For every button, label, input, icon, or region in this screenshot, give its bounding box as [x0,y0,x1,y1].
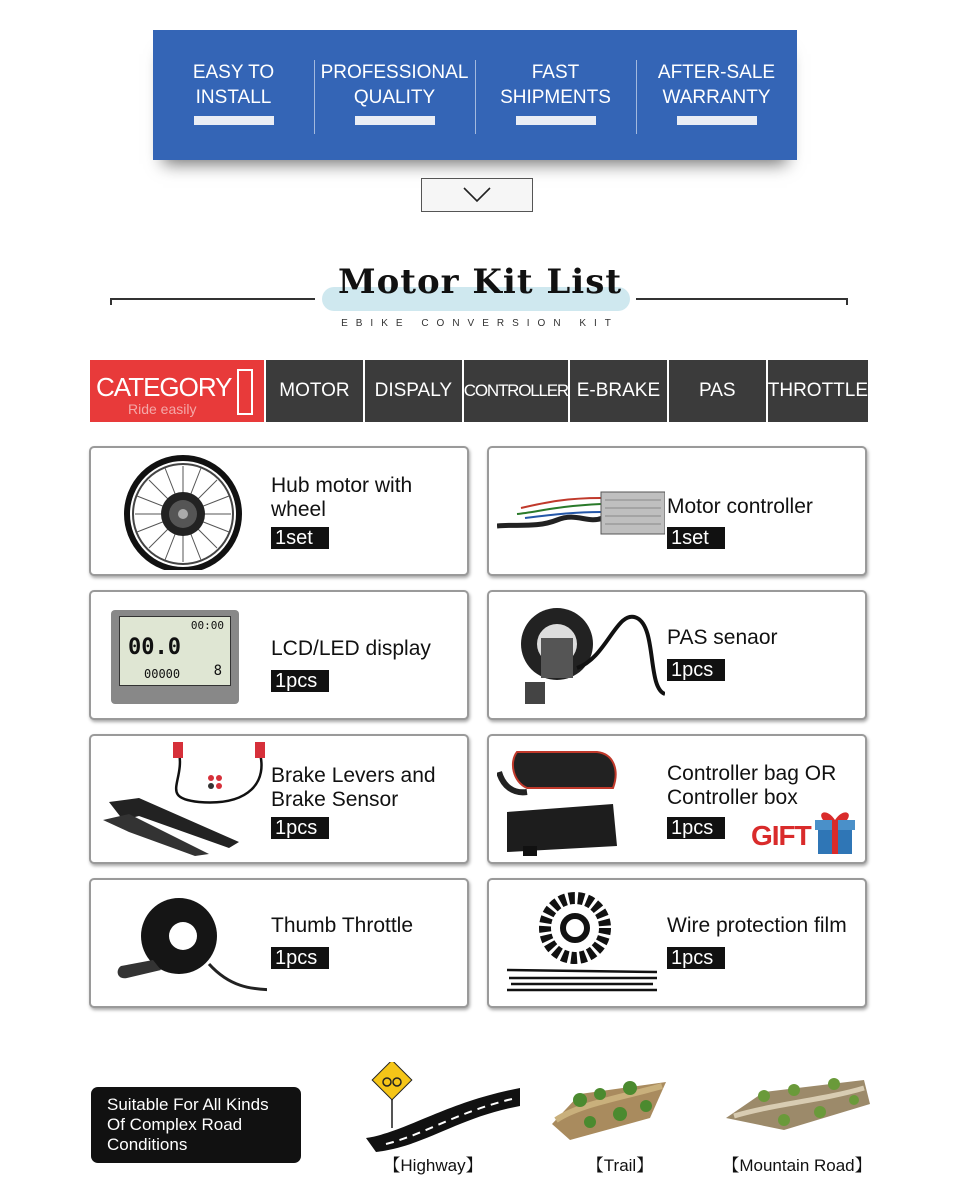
road-badge-line: Conditions [107,1135,188,1154]
kit-label-line1: Wire protection film [667,914,847,937]
title-divider-left [112,298,315,300]
title-divider-right [636,298,846,300]
feature-line1: EASY TO [192,62,275,83]
kit-qty-badge: 1pcs [667,659,725,681]
category-tab-ebrake[interactable]: E-BRAKE [570,360,667,422]
feature-line1: AFTER-SALE [657,62,776,83]
kit-qty-badge: 1pcs [271,670,329,692]
lcd-odo: 00000 [144,667,181,681]
lcd-speed: 00.0 [128,635,181,660]
feature-underline [355,116,435,125]
feature-underline [194,116,274,125]
hub-motor-wheel-icon [99,454,267,570]
kit-label-line1: Motor controller [667,495,813,518]
brake-lever-icon [99,742,267,858]
kit-card-thumb-throttle [89,878,469,1008]
road-label-mountain: 【Mountain Road】 [722,1156,872,1175]
scroll-down-button[interactable] [421,178,533,212]
kit-qty-badge: 1pcs [667,817,725,839]
kit-card-hub-motor [89,446,469,576]
category-tab-controller[interactable]: CONTROLLER [464,360,568,422]
feature-after-sale-warranty [636,30,797,160]
kit-label-line1: PAS senaor [667,626,778,649]
kit-qty-badge: 1pcs [667,947,725,969]
kit-label-line1: Controller bag OR [667,762,837,785]
kit-qty-badge: 1pcs [271,817,329,839]
feature-line2: INSTALL [195,87,272,108]
lcd-level: 8 [213,663,222,679]
gift-box-icon [811,806,859,856]
mountain-road-icon [724,1074,870,1134]
category-box-icon [237,369,253,415]
kit-card-motor-controller [487,446,867,576]
motor-controller-icon [497,454,665,570]
feature-line2: WARRANTY [662,87,771,108]
kit-card-lcd-display [89,590,469,720]
feature-underline [677,116,757,125]
feature-underline [516,116,596,125]
feature-easy-install [153,30,314,160]
kit-card-wire-protection [487,878,867,1008]
kit-card-controller-bag [487,734,867,864]
category-main-label: CATEGORY [96,372,232,402]
kit-label-line2: wheel [271,498,326,521]
feature-banner [153,30,797,160]
category-tab-display[interactable]: DISPALY [365,360,462,422]
category-main-sub: Ride easily [128,401,197,417]
pas-sensor-icon [497,598,665,714]
lcd-display-icon [99,598,267,714]
highway-icon [366,1062,520,1152]
category-tab-throttle[interactable]: THROTTLE [768,360,868,422]
kit-label-line1: Thumb Throttle [271,914,414,937]
kit-label-line2: Controller box [667,786,798,809]
kit-qty-badge: 1set [271,527,329,549]
road-label-trail: 【Trail】 [586,1156,654,1175]
kit-qty-badge: 1set [667,527,725,549]
lcd-time: 00:00 [190,619,224,632]
kit-label-line2: Brake Sensor [271,788,399,811]
feature-line1: PROFESSIONAL [320,62,469,83]
road-badge-line: Of Complex Road [107,1115,243,1134]
controller-bag-icon [497,742,665,858]
thumb-throttle-icon [99,886,267,1002]
road-label-highway: 【Highway】 [383,1156,483,1175]
category-tab-motor[interactable]: MOTOR [266,360,363,422]
page-title: Motor Kit List [337,262,623,302]
kit-label-line1: Hub motor with [271,474,413,497]
wire-protection-icon [497,886,665,1002]
kit-label-line1: Brake Levers and [271,764,436,787]
kit-qty-badge: 1pcs [271,947,329,969]
kit-label-line1: LCD/LED display [271,637,431,660]
feature-line1: FAST [531,62,580,83]
gift-label: GIFT [751,820,811,851]
feature-line2: SHIPMENTS [500,87,611,108]
page-subtitle: EBIKE CONVERSION KIT [341,318,619,329]
category-strip [90,360,868,422]
category-main-tab[interactable] [90,360,264,422]
chevron-down-icon [461,185,493,205]
feature-professional-quality [314,30,475,160]
road-badge-line: Suitable For All Kinds [107,1095,269,1114]
kit-card-brake-levers [89,734,469,864]
trail-icon [550,1074,666,1144]
feature-line2: QUALITY [353,87,436,108]
category-tab-pas[interactable]: PAS [669,360,766,422]
gift-badge [751,806,861,862]
road-conditions-badge [91,1087,301,1163]
feature-fast-shipments [475,30,636,160]
kit-card-pas-sensor [487,590,867,720]
